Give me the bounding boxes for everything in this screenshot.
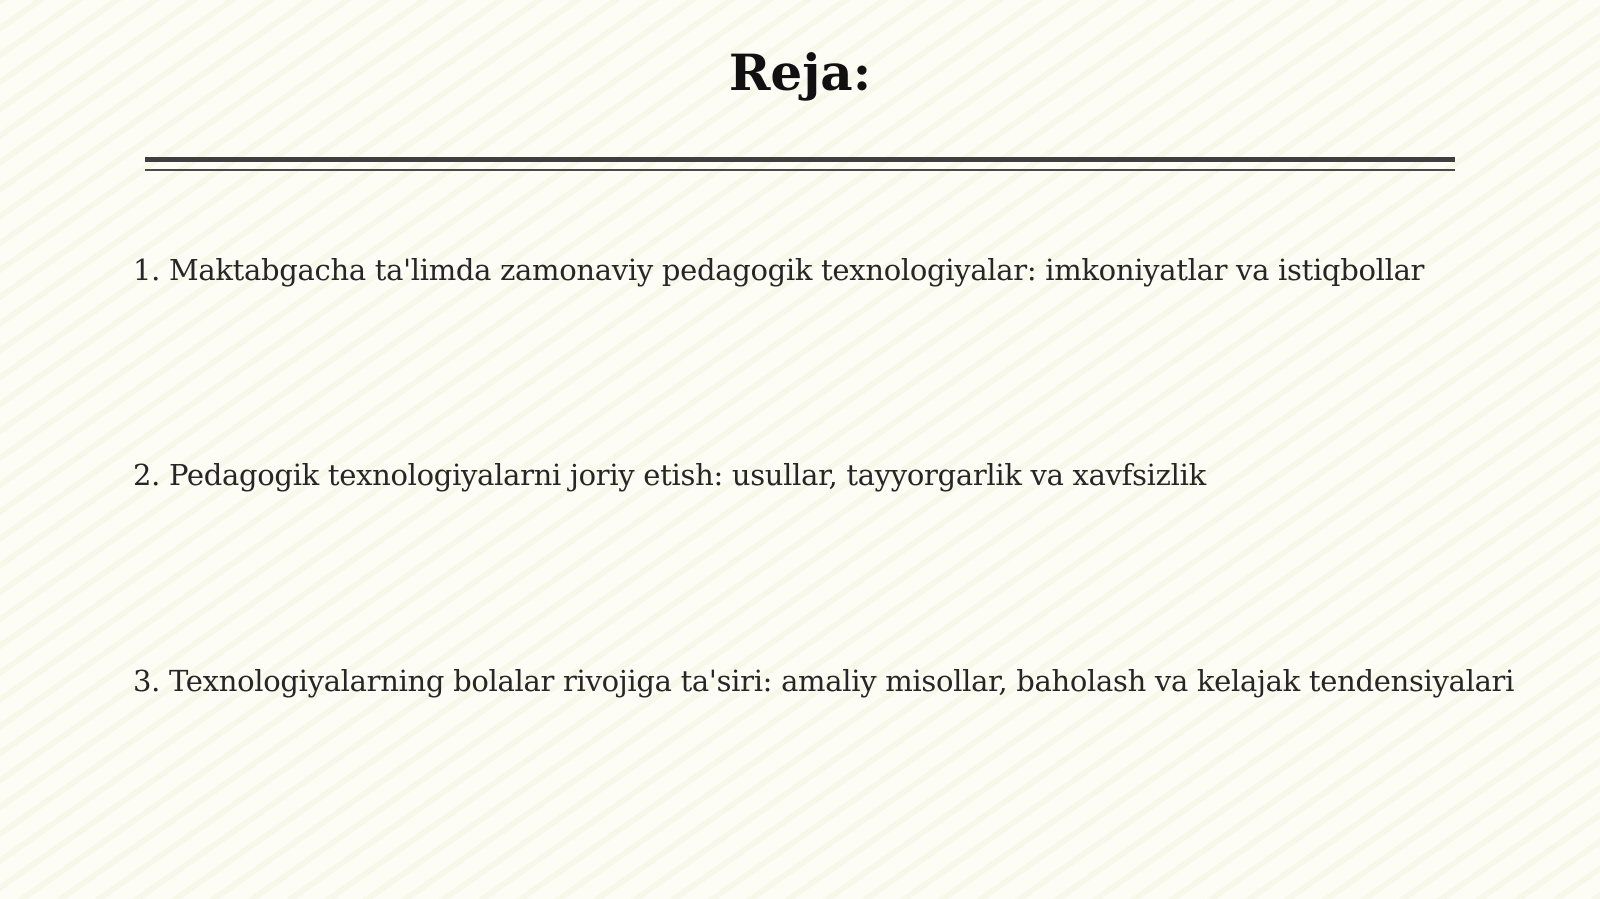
title-divider-thin xyxy=(145,169,1455,171)
title-divider-thick xyxy=(145,157,1455,162)
plan-item-1: 1. Maktabgacha ta'limda zamonaviy pedagogik texnologiyalar: imkoniyatlar va istiqbollar xyxy=(133,253,1425,287)
plan-item-2: 2. Pedagogik texnologiyalarni joriy etish: usullar, tayyorgarlik va xavfsizlik xyxy=(133,458,1206,492)
plan-item-3: 3. Texnologiyalarning bolalar rivojiga ta'siri: amaliy misollar, baholash va kelajak tendensiyalari xyxy=(133,664,1515,698)
slide-title: Reja: xyxy=(728,43,872,102)
